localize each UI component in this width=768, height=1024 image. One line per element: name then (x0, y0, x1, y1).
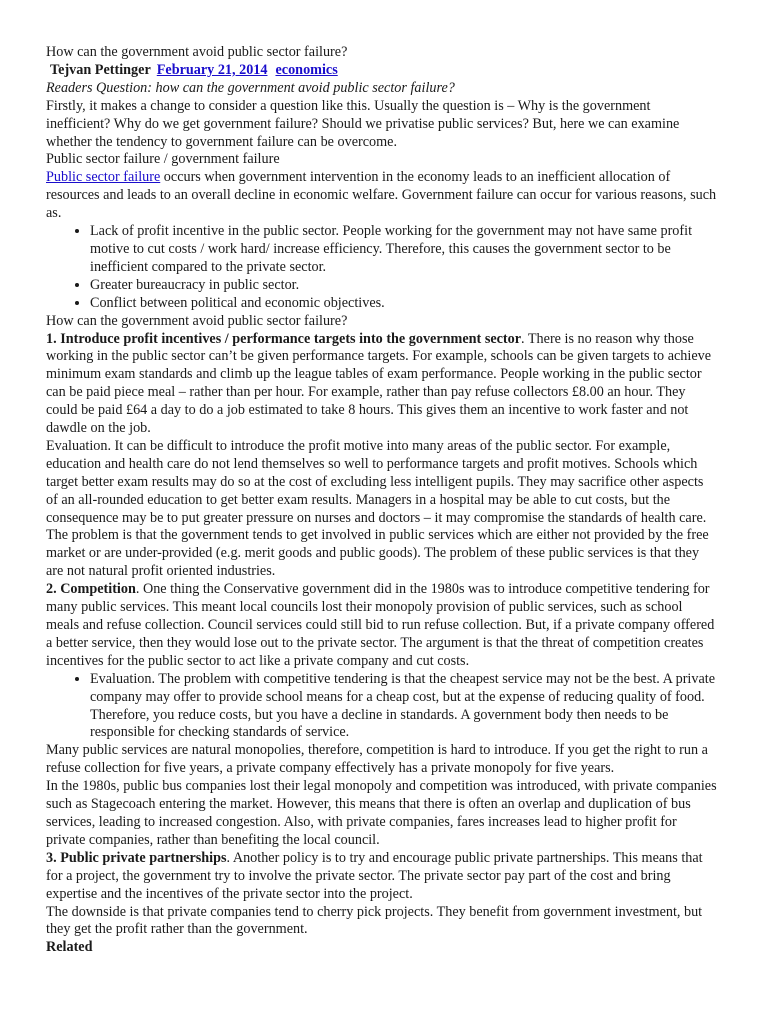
related-heading: Related (46, 939, 93, 956)
evaluation-2-list (46, 671, 718, 743)
public-sector-failure-link[interactable]: Public sector failure (46, 169, 161, 186)
downside-paragraph: The downside is that private companies tend to cherry pick projects. They benefit from government investment, but they get the profit rather than the government. (46, 903, 703, 938)
list-item: • Evaluation. The problem with competitive tendering is that the cheapest service may not be the best. A private company may offer to provide school means for a cheap cost, but at the expense of reducing quality of food. Therefore, you reduce costs, but you have a decline in standards. A government body then needs to be responsible for checking standards of service. (90, 671, 718, 743)
reasons-list (46, 223, 718, 313)
point-3-paragraph: 3. Public private partnerships. Another policy is to try and encourage public private partnerships. This means that for a project, the government try to involve the private sector. The private sector pay part of the cost and bring expertise and the incentives of the private sector into the project. (46, 849, 703, 902)
date-link[interactable]: February 21, 2014 (156, 61, 268, 78)
list-item: • Conflict between political and economic objectives. (90, 295, 718, 313)
list-item: • Greater bureaucracy in public sector. (90, 277, 718, 295)
section-heading: Public sector failure / government failure (46, 151, 280, 168)
point-1-paragraph: 1. Introduce profit incentives / performance targets into the government sector. There is no reason why those working in the public sector can’t be given performance targets. For example, schools can be given targets to achieve minimum exam standards and climb up the league tables of exam performance. People working in the public sector can be paid piece meal – rather than per hour. For example, rather than pay refuse collectors £8.00 an hour. They could be paid £64 a day to do a job estimated to take 8 hours. This gives them an incentive to work faster and not dawdle on the job. (46, 330, 712, 437)
point-2-paragraph: 2. Competition. One thing the Conservative government did in the 1980s was to introduce competitive tendering for many public services. This meant local councils lost their monopoly provision of public services, such as school meals and refuse collection. Council services could still bid to run refuse collection. But, if a private company offered a better service, then they would lose out to the private sector. The argument is that the threat of competition creates incentives for the public sector to act like a private company and cut costs. (46, 581, 715, 669)
readers-question: Readers Question: how can the government avoid public sector failure? (46, 79, 455, 96)
monopolies-paragraph: Many public services are natural monopolies, therefore, competition is hard to introduce. If you get the right to run a refuse collection for five years, a private company effectively has a private monopoly for five years. (46, 742, 708, 777)
evaluation-1-paragraph: Evaluation. It can be difficult to introduce the profit motive into many areas of the public sector. For example, education and health care do not lend themselves so well to performance targets and profit motives. Schools which target better exam results may do so at the cost of excluding less intelligent pupils. They may sacrifice other aspects of an all-rounded education to get better exam results. Managers in a hospital may be able to cut costs, but the consequence may be to put greater pressure on nurses and doctors – it may compromise the standards of health care. (46, 437, 707, 526)
byline (46, 62, 718, 80)
question-heading: How can the government avoid public sector failure? (46, 312, 348, 329)
problem-paragraph: The problem is that the government tends to get involved in public services which are either not provided by the free market or are under-provided (e.g. merit goods and public goods). The problem of these public services is that they are not natural profit oriented industries. (46, 527, 709, 580)
point-3-heading: 3. Public private partnerships (46, 849, 227, 866)
point-1-heading: 1. Introduce profit incentives / performance targets into the government sector (46, 330, 522, 347)
category-link[interactable]: economics (275, 61, 338, 78)
list-item: • Lack of profit incentive in the public sector. People working for the government may not have same profit motive to cut costs / work hard/ increase efficiency. Therefore, this causes the government sector to be inefficient compared to the private sector. (90, 223, 718, 277)
buses-paragraph: In the 1980s, public bus companies lost their legal monopoly and competition was introduced, with private companies such as Stagecoach entering the market. However, this means that there is often an overlap and duplication of bus services, leading to increased congestion. Also, with private companies, fares increases lead to higher profit for private companies, rather than benefiting the local council. (46, 778, 717, 848)
point-2-heading: 2. Competition (46, 581, 136, 598)
intro-paragraph: Firstly, it makes a change to consider a question like this. Usually the question is – Why is the government inefficient? Why do we get government failure? Should we privatise public services? But, here we can examine whether the tendency to government failure can be overcome. (46, 97, 680, 150)
author-name: Tejvan Pettinger (50, 61, 151, 78)
definition-paragraph: Public sector failure occurs when government intervention in the economy leads to an inefficient allocation of resources and leads to an overall decline in economic welfare. Government failure can occur for various reasons, such as. (46, 169, 717, 222)
page-title: How can the government avoid public sector failure? (46, 44, 348, 60)
